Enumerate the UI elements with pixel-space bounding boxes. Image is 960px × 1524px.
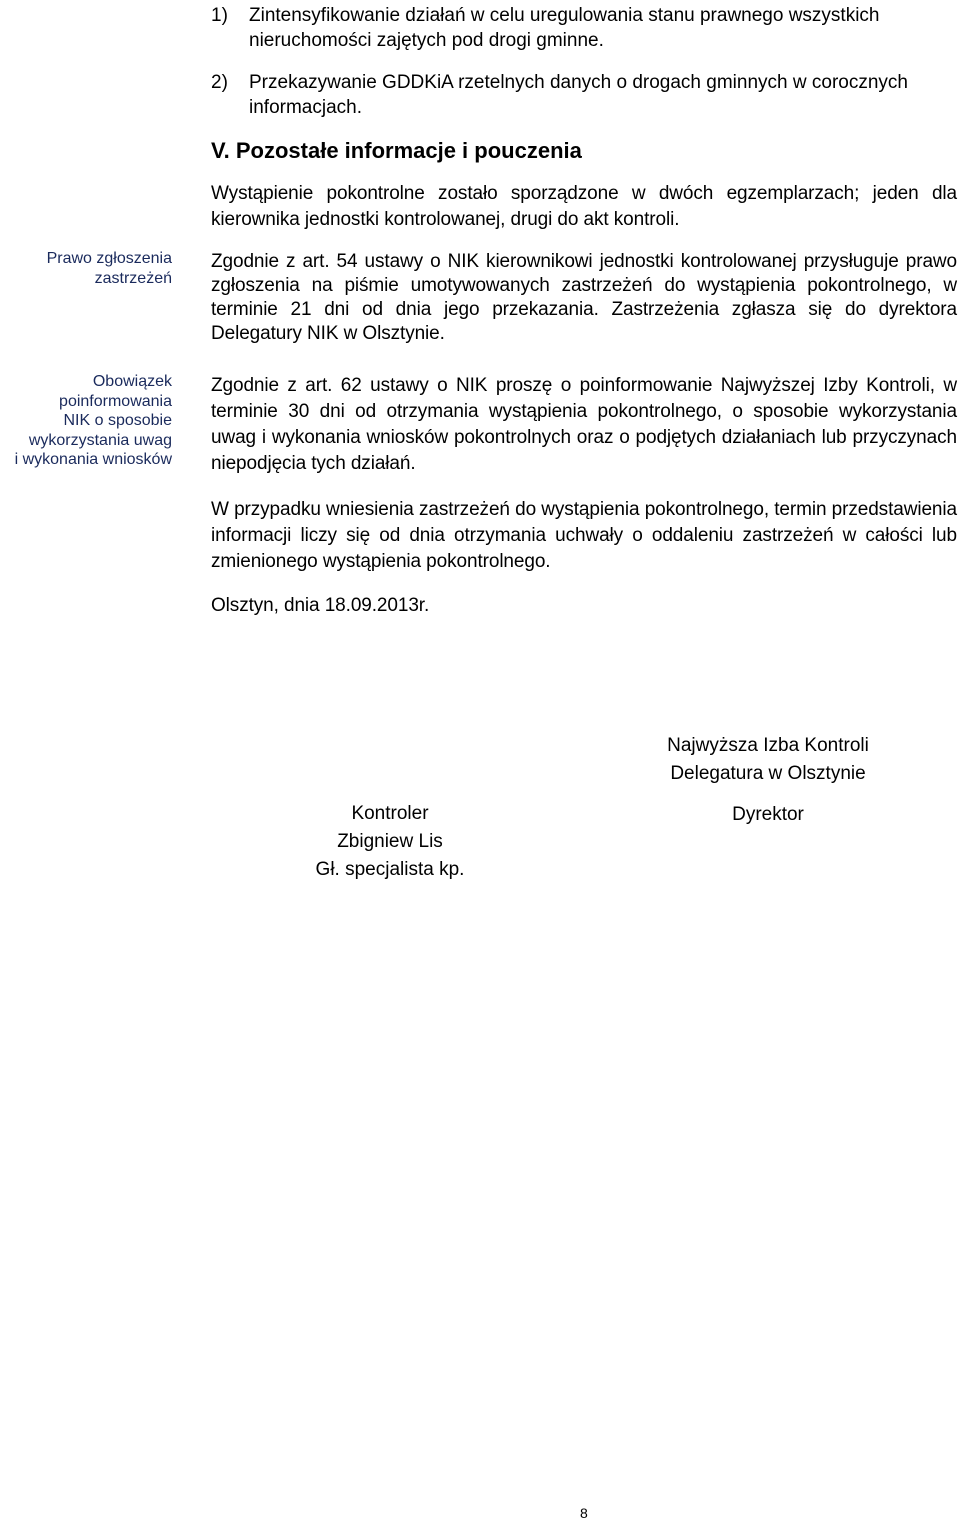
paragraph-right-to-object: Zgodnie z art. 54 ustawy o NIK kierownikowi jednostki kontrolowanej przysługuje prawo zgłoszenia na piśmie umotywowanych zastrzeżeń do wystąpienia pokontrolnego, w terminie 21 dni od dnia jego przekazania. Zastrzeżenia zgłasza się do dyrektora Delegatury NIK w Olsztynie. <box>211 251 957 344</box>
list-text: Zintensyfikowanie działań w celu uregulowania stanu prawnego wszystkich nieruchomości zajętych pod drogi gminne. <box>249 5 880 51</box>
signature-name: Zbigniew Lis <box>337 831 443 852</box>
place-and-date: Olsztyn, dnia 18.09.2013r. <box>211 595 430 616</box>
signature-title: Gł. specjalista kp. <box>315 859 465 880</box>
sidenote-line: Prawo zgłoszenia <box>46 250 172 267</box>
signature-role: Kontroler <box>351 803 429 824</box>
list-text: Przekazywanie GDDKiA rzetelnych danych o drogach gminnych w corocznych informacjach. <box>249 72 908 118</box>
paragraph-obligation-to-inform: Zgodnie z art. 62 ustawy o NIK proszę o poinformowanie Najwyższej Izby Kontroli, w terminie 30 dni od otrzymania wystąpienia pokontrolnego, o sposobie wykorzystania uwag i wykonania wniosków pokontrolnych oraz o podjętych działaniach lub przyczynach niepodjęcia tych działań. <box>211 375 957 474</box>
list-number: 1) <box>211 5 228 26</box>
institution-branch: Delegatura w Olsztynie <box>670 763 866 784</box>
paragraph-copies: Wystąpienie pokontrolne zostało sporządzone w dwóch egzemplarzach; jeden dla kierownika jednostki kontrolowanej, drugi do akt kontroli. <box>211 183 957 230</box>
page-number: 8 <box>580 1505 588 1521</box>
signature-inspector <box>290 800 490 884</box>
sidenote-line: poinformowania <box>59 392 172 410</box>
sidenote-obligation-to-inform <box>0 372 172 470</box>
list-item <box>211 3 957 53</box>
sidenote-line: zastrzeżeń <box>94 269 172 287</box>
sidenote-line: NIK o sposobie <box>63 412 172 429</box>
sidenote-line: i wykonania wniosków <box>14 451 172 468</box>
paragraph-objection-deadline: W przypadku wniesienia zastrzeżeń do wystąpienia pokontrolnego, termin przedstawienia informacji liczy się od dnia otrzymania uchwały o oddaleniu zastrzeżeń w całości lub zmienionego wystąpienia pokontrolnego. <box>211 499 957 572</box>
list-number: 2) <box>211 72 228 93</box>
institution-name: Najwyższa Izba Kontroli <box>667 735 869 756</box>
signature-institution <box>618 732 918 829</box>
list-item <box>211 70 957 120</box>
sidenote-right-to-object <box>0 249 172 288</box>
section-heading: V. Pozostałe informacje i pouczenia <box>211 138 582 163</box>
sidenote-line: Obowiązek <box>92 373 172 390</box>
signature-role: Dyrektor <box>732 804 804 825</box>
sidenote-line: wykorzystania uwag <box>28 431 172 449</box>
